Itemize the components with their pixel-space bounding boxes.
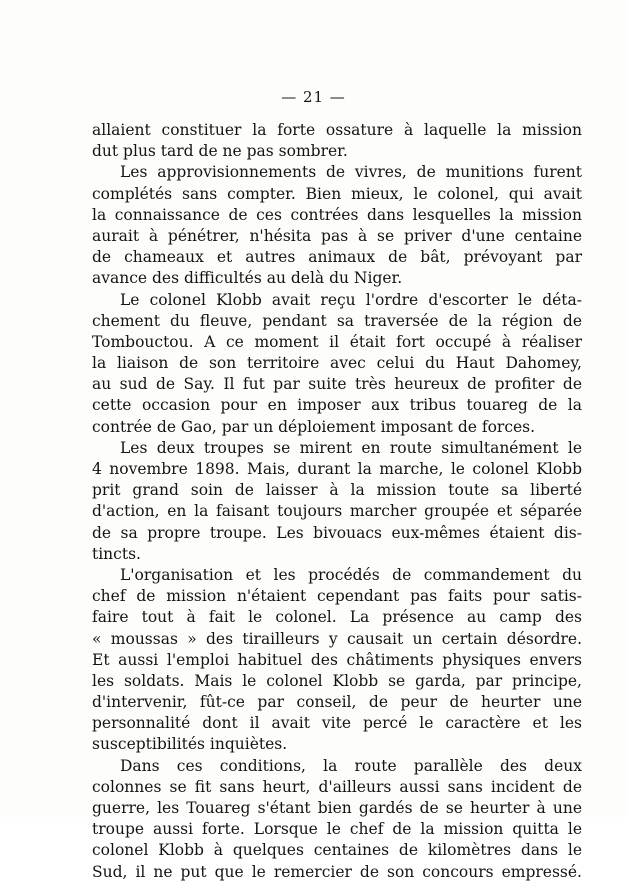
text-line: personnalité dont il avait vite percé le caractère et les (92, 714, 582, 733)
body-text (92, 120, 582, 883)
text-line: de chameaux et autres animaux de bât, prévoyant par (92, 248, 582, 267)
text-line: allaient constituer la forte ossature à laquelle la mission (92, 121, 582, 139)
text-line: complétés sans compter. Bien mieux, le colonel, qui avait (92, 184, 582, 203)
text-line: faire tout à fait le colonel. La présence au camp des (92, 608, 582, 627)
text-line: guerre, les Touareg s'étant bien gardés de se heurter à une (92, 799, 582, 817)
text-line: la liaison de son territoire avec celui du Haut Dahomey, (92, 354, 582, 373)
text-line: 4 novembre 1898. Mais, durant la marche, le colonel Klobb (92, 460, 582, 478)
text-line: d'action, en la faisant toujours marcher groupée et séparée (92, 502, 582, 521)
text-line: troupe aussi forte. Lorsque le chef de la mission quitta le (92, 820, 582, 839)
text-line: colonel Klobb à quelques centaines de kilomètres dans le (92, 841, 582, 860)
text-line: Sud, il ne put que le remercier de son concours empressé. (92, 862, 582, 881)
text-line: colonnes se fit sans heurt, d'ailleurs aussi sans incident de (92, 777, 582, 796)
text-line: contrée de Gao, par un déploiement imposant de forces. (92, 417, 536, 436)
text-line: dut plus tard de ne pas sombrer. (92, 142, 348, 161)
text-line: prit grand soin de laisser à la mission toute sa liberté (92, 481, 582, 500)
text-line: les soldats. Mais le colonel Klobb se garda, par principe, (92, 671, 582, 690)
text-line: chef de mission n'étaient cependant pas faits pour satis- (92, 587, 582, 606)
text-line: L'organisation et les procédés de commandement du (120, 565, 582, 584)
text-line: Dans ces conditions, la route parallèle des deux (120, 756, 582, 775)
page-number: — 21 — (281, 88, 346, 106)
text-line: chement du fleuve, pendant sa traversée de la région de (92, 311, 582, 330)
text-line: aurait à pénétrer, n'hésita pas à se priver d'une centaine (92, 226, 582, 245)
text-line: d'intervenir, fût-ce par conseil, de peur de heurter une (92, 693, 582, 712)
text-line: tincts. (92, 544, 141, 563)
text-line: Et aussi l'emploi habituel des châtiments physiques envers (92, 650, 582, 669)
text-line: au sud de Say. Il fut par suite très heureux de profiter de (92, 375, 582, 394)
text-line: cette occasion pour en imposer aux tribus touareg de la (92, 396, 582, 415)
text-line: « moussas » des tirailleurs y causait un certain désordre. (92, 629, 582, 648)
text-line: Les deux troupes se mirent en route simultanément le (120, 438, 582, 457)
text-line: Les approvisionnements de vivres, de munitions furent (120, 163, 582, 182)
text-line: Tombouctou. A ce moment il était fort occupé à réaliser (92, 332, 582, 351)
text-line: Le colonel Klobb avait reçu l'ordre d'escorter le déta- (120, 290, 582, 309)
text-line: avance des difficultés au delà du Niger. (92, 269, 403, 288)
text-line: de sa propre troupe. Les bivouacs eux-mêmes étaient dis- (92, 523, 582, 542)
text-line: la connaissance de ces contrées dans lesquelles la mission (92, 205, 582, 224)
text-line: susceptibilités inquiètes. (92, 735, 288, 754)
